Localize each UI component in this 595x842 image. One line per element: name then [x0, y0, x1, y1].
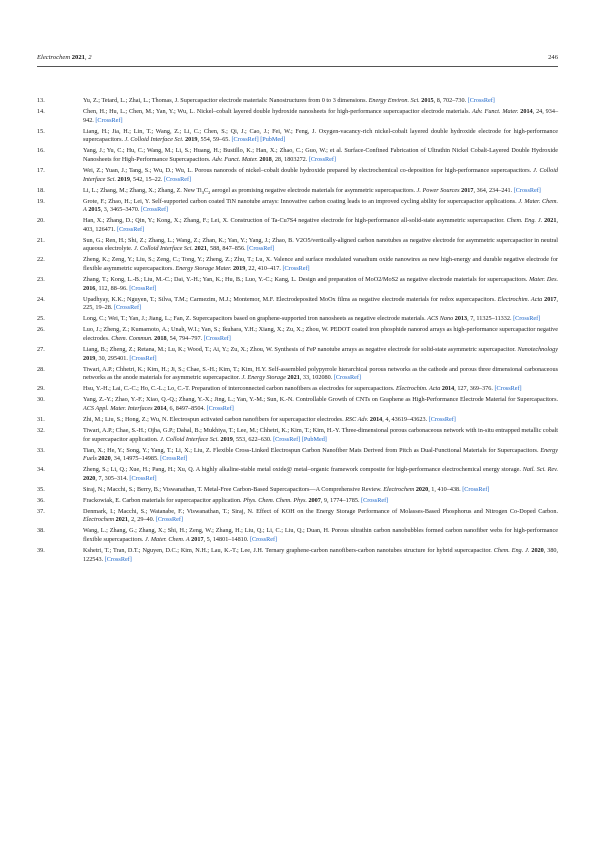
reference-authors: Liang, H.; Jia, H.; Lin, T.; Wang, Z.; Li, C.; Chen, S.; Qi, J.; Cao, J.; Fei, W.; Feng, J.	[83, 127, 316, 135]
reference-title: New $Ti_3C_2$ aerogel as promising negative electrode materials for asymmetric supercapacitors.	[183, 186, 416, 195]
reference-journal: J. Colloid Interface Sci.	[124, 136, 184, 144]
crossref-link[interactable]: [CrossRef]	[361, 496, 389, 504]
reference-year: 2020	[98, 455, 111, 463]
reference-volume: 24	[536, 108, 543, 116]
reference-volume: 2	[131, 516, 135, 524]
reference-text: Li, L.; Zhang, M.; Zhang, X.; Zhang, Z. New $Ti_3C_2$ aerogel as promising negative electrode materials for asymmetric supercapacitors. J. Power Sources 2017, 364, 234–241. [CrossRef]	[83, 186, 541, 195]
reference-authors: Luo, J.; Zheng, Z.; Kumamoto, A.; Unah, W.I.; Yan, S.; Ikuhara, Y.H.; Xiang, X.; Zu, X.; Zhou, W.	[83, 326, 329, 334]
reference-item	[37, 187, 558, 196]
reference-year: 2021	[287, 374, 300, 382]
crossref-link[interactable]: [CrossRef]	[231, 136, 259, 144]
reference-pages: 3465–3470.	[109, 206, 140, 214]
crossref-link[interactable]: [CrossRef]	[494, 385, 522, 393]
reference-number: 33.	[37, 446, 45, 454]
reference-text: Luo, J.; Zheng, Z.; Kumamoto, A.; Unah, W.I.; Yan, S.; Ikuhara, Y.H.; Xiang, X.; Zu, X.; Zhou, W. PEDOT coated iron phosphide nanorod arrays as high-performance supercapacitor negative electrodes. Chem. Commun. 2018, 54, 794–797. [CrossRef]	[83, 326, 559, 342]
reference-journal: J. Colloid Interface Sci.	[83, 166, 559, 183]
reference-number: 35.	[37, 485, 45, 493]
reference-volume: 9	[323, 496, 328, 504]
crossref-link[interactable]: [CrossRef]	[462, 485, 490, 493]
reference-number: 30.	[37, 396, 45, 404]
reference-pages: 102080.	[312, 374, 333, 382]
crossref-link[interactable]: [CrossRef]	[513, 315, 541, 323]
reference-pages: 410–417.	[257, 265, 281, 273]
reference-year: 2014	[369, 415, 383, 423]
reference-text: Grote, F.; Zhao, H.; Lei, Y. Self-supported carbon coated TiN nanotube arrays: Innovative carbon coating leads to an improved cycling ability for supercapacitor applications. J. Mater. Chem. A 2015, 3, 3465–3470. [CrossRef]	[83, 197, 559, 214]
pubmed-link[interactable]: [PubMed]	[301, 435, 327, 443]
reference-journal: Adv. Funct. Mater.	[212, 155, 258, 163]
reference-number: 23.	[37, 276, 45, 284]
reference-title: Oxygen-vacancy-rich nickel-cobalt layered double hydroxide electrode for high-performance supercapacitors.	[83, 127, 558, 144]
reference-text: Zheng, S.; Li, Q.; Xue, H.; Pang, H.; Xu, Q. A highly alkaline-stable metal oxide@ metal–organic framework composite for high-performance electrochemical energy storage. Natl. Sci. Rev. 2020, 7, 305–314. [CrossRef]	[83, 466, 558, 482]
reference-number: 29.	[37, 385, 45, 393]
reference-journal: J. Energy Storage	[241, 374, 286, 382]
reference-number: 15.	[37, 127, 45, 135]
reference-text: Upadhyay, K.K.; Nguyen, T.; Silva, T.M.; Carmezim, M.J.; Montemor, M.F. Electrodeposited MoOx films as negative electrode materials for redox supercapacitors. Electrochim. Acta 2017, 225, 19–28. [CrossRef]	[83, 295, 559, 312]
reference-text: Yang, Z.-Y.; Zhao, Y.-F.; Xiao, Q.-Q.; Zhang, Y.-X.; Jing, L.; Yan, Y.-M.; Sun, K.-N. Controllable Growth of CNTs on Graphene as High-Performance Electrode Material for Supercapacitors. ACS Appl. Mater. Interfaces 2014, 6, 8497–8504. [CrossRef]	[83, 396, 559, 412]
crossref-link[interactable]: [CrossRef]	[129, 474, 157, 482]
reference-pages: 29–40.	[137, 516, 155, 524]
reference-title: Synthesis of FeP nanotube arrays as negative electrode for solid-state asymmetric supercapacitor.	[274, 345, 516, 353]
reference-year: 2020	[83, 474, 96, 482]
reference-title: V2O5/vertically-aligned carbon nanotubes as negative electrode for asymmetric supercapacitor in neutral aqueous electrolyte.	[83, 236, 558, 253]
reference-year: 2019	[185, 136, 198, 144]
reference-title: Porous ultrathin carbon nanobubbles formed carbon nanofiber webs for high-performance flexible supercapacitors.	[83, 527, 558, 544]
reference-number: 36.	[37, 496, 45, 504]
reference-title: A highly alkaline-stable metal oxide@ metal–organic framework composite for high-performance electrochemical energy storage.	[195, 466, 521, 474]
reference-journal: Mater. Des.	[529, 276, 559, 284]
crossref-link[interactable]: [CrossRef]	[140, 206, 169, 214]
reference-volume: 34	[113, 455, 120, 463]
reference-journal: J. Power Sources	[416, 186, 460, 194]
reference-authors: Siraj, N.; Macchi, S.; Berry, B.; Viswanathan, T.	[83, 485, 203, 493]
reference-volume: 554	[200, 136, 210, 144]
reference-title: Nickel–cobalt layered double hydroxide nanosheets for high-performance supercapacitor electrode materials.	[196, 108, 471, 116]
reference-year: 2016	[83, 284, 96, 292]
reference-item	[37, 256, 558, 273]
reference-pages: 15–22.	[145, 175, 163, 183]
crossref-link[interactable]: [CrossRef]	[129, 284, 157, 292]
reference-title: Controllable Growth of CNTs on Graphene as High-Performance Electrode Material for Supercapacitors.	[295, 396, 559, 404]
reference-number: 14.	[37, 108, 45, 116]
reference-title: Self-supported carbon coated TiN nanotube arrays: Innovative carbon coating leads to an improved cycling ability for supercapacitor applications.	[151, 197, 517, 205]
reference-pages: 702–730.	[442, 97, 467, 104]
crossref-link[interactable]: [CrossRef]	[113, 304, 142, 312]
reference-journal: ACS Appl. Mater. Interfaces	[83, 404, 153, 412]
reference-year: 2014	[154, 404, 167, 412]
reference-text: Siraj, N.; Macchi, S.; Berry, B.; Viswanathan, T. Metal-Free Carbon-Based Supercapacitors—A Comprehensive Review. Electrochem 2020, 1, 410–438. [CrossRef]	[83, 485, 490, 493]
reference-text: Denmark, I.; Macchi, S.; Watanabe, F.; Viswanathan, T.; Siraj, N. Effect of KOH on the Energy Storage Performance of Molasses-Based Phosphorus and Nitrogen Co-Doped Carbon. Electrochem 2021, 2, 29–40. [CrossRef]	[83, 507, 558, 524]
reference-pages: 19–28.	[95, 304, 113, 312]
reference-number: 32.	[37, 426, 45, 434]
reference-year: 2019	[117, 175, 130, 183]
reference-title: Porous nanorods of nickel–cobalt double hydroxide prepared by electrochemical co-deposition for high-performance supercapacitors.	[194, 166, 532, 174]
reference-item	[37, 466, 558, 483]
reference-title: Three-dimensional porous carbonaceous network with in-situ entrapped metallic cobalt for supercapacitor application.	[83, 426, 559, 443]
reference-item	[37, 416, 558, 425]
reference-year: 2020	[415, 485, 429, 493]
reference-pages: 88–96.	[110, 284, 128, 292]
reference-volume: 7	[98, 474, 102, 482]
reference-number: 31.	[37, 415, 45, 423]
reference-authors: Sun, G.; Ren, H.; Shi, Z.; Zhang, L.; Wang, Z.; Zhan, K.; Yan, Y.; Yang, J.; Zhao, B.	[83, 236, 294, 244]
reference-text: Yang, J.; Yu, C.; Hu, C.; Wang, M.; Li, S.; Huang, H.; Bustillo, K.; Han, X.; Zhao, C.; Guo, W.; et al. Surface-Confined Fabrication of Ultrathin Nickel Cobalt-Layered Double Hydroxide Nanosheets for High-Performance Supercapacitors. Adv. Funct. Mater. 2018, 28, 1803272. [CrossRef]	[83, 147, 559, 163]
reference-journal: J. Mater. Chem. A	[83, 197, 559, 214]
reference-year: 2021	[194, 245, 207, 253]
reference-title: Design and preparation of MoO2/MoS2 as negative electrode materials for supercapacitors.	[298, 276, 528, 284]
reference-authors: Liang, B.; Zheng, Z.; Retana, M.; Lu, K.; Wood, T.; Ai, Y.; Zu, X.; Zhou, W.	[83, 345, 273, 353]
reference-text: Zhi, M.; Liu, S.; Hong, Z.; Wu, N. Electrospun activated carbon nanofibers for supercapacitor electrodes. RSC Adv. 2014, 4, 43619–43623. [CrossRef]	[83, 415, 456, 423]
reference-volume: 22	[248, 265, 255, 273]
page-header	[37, 52, 558, 64]
crossref-link[interactable]: [CrossRef]	[95, 116, 123, 124]
reference-title: Carbon materials for supercapacitor application.	[122, 496, 242, 504]
pubmed-link[interactable]: [PubMed]	[260, 136, 286, 144]
reference-text: Wei, Z.; Yuan, J.; Tang, S.; Wu, D.; Wu, L. Porous nanorods of nickel–cobalt double hydroxide prepared by electrochemical co-deposition for high-performance supercapacitors. J. Colloid Interface Sci. 2019, 542, 15–22. [CrossRef]	[83, 166, 559, 183]
reference-authors: Grote, F.; Zhao, H.; Lei, Y.	[83, 197, 151, 205]
reference-pages: 126471.	[95, 225, 116, 233]
reference-item	[37, 326, 558, 343]
reference-volume: 28	[274, 155, 281, 163]
reference-item	[37, 315, 558, 324]
reference-title: Supercapacitor electrode materials: Nanostructures from 0 to 3 dimensions.	[180, 97, 368, 104]
reference-number: 21.	[37, 236, 45, 244]
reference-volume: 30	[98, 354, 105, 362]
reference-number: 24.	[37, 295, 45, 303]
reference-title: Electrospun activated carbon nanofibers for supercapacitor electrodes.	[169, 415, 344, 423]
reference-volume: 3	[103, 206, 107, 214]
crossref-link[interactable]: [CrossRef]	[249, 536, 278, 544]
reference-pages: 794–797.	[178, 334, 203, 342]
crossref-link[interactable]: [CrossRef]	[163, 175, 192, 183]
reference-text: Hsu, Y.-H.; Lai, C.-C.; Ho, C.-L.; Lo, C.-T. Preparation of interconnected carbon nanofibers as electrodes for supercapacitors. Electrochim. Acta 2014, 127, 369–376. [CrossRef]	[83, 385, 522, 393]
reference-journal: ACS Nano	[427, 315, 454, 323]
reference-pages: 14975–14985.	[123, 455, 159, 463]
reference-authors: Yang, Z.-Y.; Zhao, Y.-F.; Xiao, Q.-Q.; Zhang, Y.-X.; Jing, L.; Yan, Y.-M.; Sun, K.-N.	[83, 396, 294, 404]
journal-name: Electrochem	[37, 54, 71, 61]
reference-pages: 8497–8504.	[175, 404, 206, 412]
crossref-link[interactable]: [CrossRef]	[273, 435, 301, 443]
reference-title: Effect of KOH on the Energy Storage Performance of Molasses-Based Phosphorus and Nitrogen Co-Doped Carbon.	[256, 507, 558, 515]
reference-pages: 410–438.	[437, 485, 461, 493]
reference-authors: Denmark, I.; Macchi, S.; Watanabe, F.; Viswanathan, T.; Siraj, N.	[83, 507, 254, 515]
reference-volume: 7	[470, 315, 474, 323]
reference-text: Zhang, T.; Kong, L.-B.; Liu, M.-C.; Dai, Y.-H.; Yan, K.; Hu, B.; Luo, Y.-C.; Kang, L. Design and preparation of MoO2/MoS2 as negative electrode materials for supercapacitors. Mater. Des. 2016, 112, 88–96. [CrossRef]	[83, 276, 559, 292]
reference-text: Tiwari, A.P.; Chae, S.-H.; Ojha, G.P.; Dahal, B.; Mukhiya, T.; Lee, M.; Chhetri, K.; Kim, T.; Kim, H.-Y. Three-dimensional porous carbonaceous network with in-situ entrapped metallic cobalt for supercapacitor application. J. Colloid Interface Sci. 2019, 553, 622–630. [CrossRef] [PubMed]	[83, 426, 559, 443]
reference-number: 26.	[37, 326, 45, 334]
reference-journal: Nanotechnology	[517, 345, 559, 353]
reference-authors: Li, L.; Zhang, M.; Zhang, X.; Zhang, Z.	[83, 186, 182, 194]
reference-pages: 122543.	[83, 555, 104, 563]
reference-title: PEDOT coated iron phosphide nanorod arrays as high-performance supercapacitor negative electrodes.	[83, 326, 559, 342]
reference-text: Sun, G.; Ren, H.; Shi, Z.; Zhang, L.; Wang, Z.; Zhan, K.; Yan, Y.; Yang, J.; Zhao, B. V2O5/vertically-aligned carbon nanotubes as negative electrode for asymmetric supercapacitor in neutral aqueous electrolyte. J. Colloid Interface Sci. 2021, 588, 847–856. [CrossRef]	[83, 236, 558, 253]
reference-year: 2014	[441, 385, 455, 393]
reference-year: 2018	[154, 334, 167, 342]
crossref-link[interactable]: [CrossRef]	[428, 415, 456, 423]
reference-authors: Zheng, K.; Zeng, Y.; Liu, S.; Zeng, C.; Tong, Y.; Zheng, Z.; Zhu, T.; Lu, X.	[83, 256, 272, 264]
reference-number: 19.	[37, 197, 45, 205]
reference-pages: 1774–1785.	[330, 496, 360, 504]
reference-item	[37, 217, 558, 234]
reference-pages: 934–942.	[83, 108, 559, 124]
reference-item	[37, 97, 558, 106]
reference-year: 2015	[88, 206, 101, 214]
reference-title: Valence and surface modulated vanadium oxide nanowires as new high-energy and durable negative electrode for flexible asymmetric supercapacitors.	[83, 256, 558, 273]
reference-volume: 4	[385, 415, 389, 423]
reference-volume: 588	[210, 245, 220, 253]
reference-volume: 380	[547, 547, 557, 555]
reference-journal: J. Mater. Chem. A	[145, 536, 190, 544]
crossref-link[interactable]: [CrossRef]	[104, 555, 132, 563]
reference-number: 22.	[37, 256, 45, 264]
reference-volume: 6	[169, 404, 173, 412]
reference-authors: Wei, Z.; Yuan, J.; Tang, S.; Wu, D.; Wu, L.	[83, 166, 193, 174]
reference-volume: 553	[235, 435, 246, 443]
reference-item	[37, 346, 558, 363]
reference-journal: Chem. Eng. J.	[493, 547, 530, 555]
reference-item	[37, 447, 558, 464]
crossref-link[interactable]: [CrossRef]	[203, 334, 231, 342]
crossref-link[interactable]: [CrossRef]	[467, 97, 495, 104]
reference-item	[37, 198, 558, 215]
reference-authors: Yu, Z.; Tetard, L.; Zhai, L.; Thomas, J.	[83, 97, 179, 104]
reference-journal: Natl. Sci. Rev.	[522, 466, 558, 474]
reference-authors: Hsu, Y.-H.; Lai, C.-C.; Ho, C.-L.; Lo, C.-T.	[83, 385, 190, 393]
crossref-link[interactable]: [CrossRef]	[155, 516, 183, 524]
reference-number: 39.	[37, 547, 45, 555]
reference-volume: 5	[206, 536, 210, 544]
reference-volume: 542	[133, 175, 143, 183]
reference-pages: 43619–43623.	[391, 415, 428, 423]
reference-year: 2017	[544, 295, 557, 303]
reference-year: 2021	[544, 217, 557, 225]
reference-pages: 305–314.	[104, 474, 128, 482]
reference-journal: Electrochem	[383, 485, 415, 493]
reference-title: Construction of Ta-Cu7S4 negative electrode for high-performance all-solid-state asymmetric supercapacitor.	[230, 217, 505, 225]
reference-year: 2014	[520, 108, 533, 116]
reference-title: Ternary graphene-carbon nanofibers-carbon nanotubes structure for hybrid supercapacitor.	[265, 547, 492, 555]
reference-year: 2019	[220, 435, 233, 443]
reference-journal: Chem. Commun.	[111, 334, 153, 342]
reference-authors: Chen, H.; Hu, L.; Chen, M.; Yan, Y.; Wu, L.	[83, 108, 195, 116]
reference-journal: Phys. Chem. Chem. Phys.	[243, 496, 307, 504]
reference-authors: Tiwari, A.P.; Chhetri, K.; Kim, H.; Ji, S.; Chae, S.-H.; Kim, T.; Kim, H.Y.	[83, 365, 267, 373]
journal-year: 2021	[71, 54, 85, 61]
journal-volume: 2	[88, 54, 92, 61]
reference-item	[37, 508, 558, 525]
reference-list	[37, 97, 558, 567]
reference-pages: 847–856.	[222, 245, 246, 253]
reference-item	[37, 128, 558, 145]
reference-volume: 112	[98, 284, 108, 292]
reference-year: 2015	[421, 97, 434, 104]
reference-text: Liang, H.; Jia, H.; Lin, T.; Wang, Z.; Li, C.; Chen, S.; Qi, J.; Cao, J.; Fei, W.; Feng, J. Oxygen-vacancy-rich nickel-cobalt layered double hydroxide electrode for high-performance supercapacitors. J. Colloid Interface Sci. 2019, 554, 59–65. [CrossRef] [PubMed]	[83, 127, 558, 144]
reference-authors: Tian, X.; He, Y.; Song, Y.; Yang, T.; Li, X.; Liu, Z.	[83, 446, 212, 454]
reference-year: 2019	[83, 354, 96, 362]
reference-item	[37, 385, 558, 394]
reference-item	[37, 396, 558, 413]
reference-text: Tiwari, A.P.; Chhetri, K.; Kim, H.; Ji, S.; Chae, S.-H.; Kim, T.; Kim, H.Y. Self-assembled polypyrrole hierarchical porous networks as the cathode and porous three dimensional carbonaceous networks as the anode materials for asymmetric supercapacitor. J. Energy Storage 2021, 33, 102080. [CrossRef]	[83, 365, 559, 382]
reference-journal: J. Colloid Interface Sci.	[159, 435, 219, 443]
reference-volume: 127	[457, 385, 467, 393]
reference-item	[37, 527, 558, 544]
running-head: Electrochem 2021, 2	[37, 54, 92, 61]
reference-text: Frackowiak, E. Carbon materials for supercapacitor application. Phys. Chem. Chem. Phys. 2007, 9, 1774–1785. [CrossRef]	[83, 496, 389, 504]
reference-text: Chen, H.; Hu, L.; Chen, M.; Yan, Y.; Wu, L. Nickel–cobalt layered double hydroxide nanosheets for high-performance supercapacitor electrode materials. Adv. Funct. Mater. 2014, 24, 934–942. [CrossRef]	[83, 108, 559, 124]
reference-volume: 364	[476, 186, 486, 194]
crossref-link[interactable]: [CrossRef]	[282, 265, 310, 273]
reference-authors: Han, X.; Zhang, D.; Qin, Y.; Kong, X.; Zhang, F.; Lei, X.	[83, 217, 229, 225]
reference-pages: 59–65.	[212, 136, 230, 144]
reference-year: 2017	[461, 186, 474, 194]
crossref-link[interactable]: [CrossRef]	[129, 354, 157, 362]
reference-title: Flexible Cross-Linked Electrospun Carbon Nanofiber Mats Derived from Pitch as Dual-Functional Materials for Supercapacitors.	[213, 446, 539, 454]
reference-journal: Chem. Eng. J.	[506, 217, 543, 225]
reference-title: Electrodeposited MoOx films as negative electrode materials for redox supercapacitors.	[276, 295, 496, 303]
reference-number: 17.	[37, 166, 45, 174]
reference-journal: Electrochim. Acta	[395, 385, 441, 393]
reference-volume: 54	[169, 334, 176, 342]
crossref-link[interactable]: [CrossRef]	[247, 245, 275, 253]
reference-item	[37, 547, 558, 564]
reference-volume: 403	[83, 225, 93, 233]
reference-authors: Tiwari, A.P.; Chae, S.-H.; Ojha, G.P.; Dahal, B.; Mukhiya, T.; Lee, M.; Chhetri, K.; Kim, T.; Kim, H.-Y.	[83, 426, 341, 434]
reference-pages: 295401.	[107, 354, 128, 362]
reference-year: 2020	[531, 547, 544, 555]
reference-authors: Zheng, S.; Li, Q.; Xue, H.; Pang, H.; Xu, Q.	[83, 466, 195, 474]
reference-item	[37, 296, 558, 313]
reference-number: 38.	[37, 527, 45, 535]
reference-journal: Energy Environ. Sci.	[368, 97, 420, 104]
reference-authors: Yang, J.; Yu, C.; Hu, C.; Wang, M.; Li, S.; Huang, H.; Bustillo, K.; Han, X.; Zhao, C.; Guo, W.; et al.	[83, 147, 343, 155]
reference-journal: Electrochim. Acta	[497, 295, 543, 303]
reference-item	[37, 108, 558, 125]
crossref-link[interactable]: [CrossRef]	[308, 155, 336, 163]
reference-item	[37, 237, 558, 254]
reference-journal: Adv. Funct. Mater.	[471, 108, 519, 116]
reference-text: Long, C.; Wei, T.; Yan, J.; Jiang, L.; Fan, Z. Supercapacitors based on graphene-supported iron nanosheets as negative electrode materials. ACS Nano 2013, 7, 11325–11332. [CrossRef]	[83, 315, 541, 323]
reference-year: 2018	[259, 155, 272, 163]
reference-title: Surface-Confined Fabrication of Ultrathin Nickel Cobalt-Layered Double Hydroxide Nanosheets for High-Performance Supercapacitors.	[83, 147, 559, 163]
reference-number: 28.	[37, 365, 45, 373]
reference-text: Kshetri, T.; Tran, D.T.; Nguyen, D.C.; Kim, N.H.; Lau, K.-T.; Lee, J.H. Ternary graphene-carbon nanofibers-carbon nanotubes structure for hybrid supercapacitor. Chem. Eng. J. 2020, 380, 122543. [CrossRef]	[83, 547, 559, 563]
reference-item	[37, 167, 558, 184]
page-number: 246	[548, 54, 558, 61]
reference-pages: 1803272.	[284, 155, 308, 163]
reference-journal: J. Colloid Interface Sci.	[134, 245, 193, 253]
header-divider	[37, 66, 558, 67]
reference-text: Liang, B.; Zheng, Z.; Retana, M.; Lu, K.; Wood, T.; Ai, Y.; Zu, X.; Zhou, W. Synthesis of FeP nanotube arrays as negative electrode for solid-state asymmetric supercapacitor. Nanotechnology 2019, 30, 295401. [CrossRef]	[83, 345, 559, 362]
reference-authors: Long, C.; Wei, T.; Yan, J.; Jiang, L.; Fan, Z.	[83, 315, 192, 323]
reference-volume: 8	[436, 97, 440, 104]
reference-year: 2017	[191, 536, 204, 544]
reference-journal: Electrochem	[83, 516, 115, 524]
reference-volume: 33	[302, 374, 310, 382]
reference-text: Yu, Z.; Tetard, L.; Zhai, L.; Thomas, J. Supercapacitor electrode materials: Nanostructures from 0 to 3 dimensions. Energy Environ. Sci. 2015, 8, 702–730. [CrossRef]	[83, 97, 495, 104]
reference-pages: 234–241.	[488, 186, 513, 194]
reference-text: Han, X.; Zhang, D.; Qin, Y.; Kong, X.; Zhang, F.; Lei, X. Construction of Ta-Cu7S4 negative electrode for high-performance all-solid-state asymmetric supercapacitor. Chem. Eng. J. 2021, 403, 126471. [CrossRef]	[83, 217, 558, 233]
reference-journal: Energy Fuels	[83, 446, 559, 463]
reference-year: 2013	[454, 315, 468, 323]
reference-title: Preparation of interconnected carbon nanofibers as electrodes for supercapacitors.	[191, 385, 395, 393]
reference-text: Wang, L.; Zhang, G.; Zhang, X.; Shi, H.; Zeng, W.; Zhang, H.; Liu, Q.; Li, C.; Liu, Q.; Duan, H. Porous ultrathin carbon nanobubbles formed carbon nanofiber webs for high-performance flexible supercapacitors. J. Mater. Chem. A 2017, 5, 14801–14810. [CrossRef]	[83, 527, 558, 544]
reference-pages: 622–630.	[248, 435, 272, 443]
reference-volume: 1	[431, 485, 435, 493]
reference-item	[37, 427, 558, 444]
reference-year: 2007	[308, 496, 321, 504]
crossref-link[interactable]: [CrossRef]	[513, 186, 541, 194]
reference-title: Metal-Free Carbon-Based Supercapacitors—A Comprehensive Review.	[203, 485, 382, 493]
reference-volume: 225	[83, 304, 93, 312]
reference-year: 2021	[115, 516, 128, 524]
reference-number: 13.	[37, 97, 45, 104]
reference-text: Zheng, K.; Zeng, Y.; Liu, S.; Zeng, C.; Tong, Y.; Zheng, Z.; Zhu, T.; Lu, X. Valence and surface modulated vanadium oxide nanowires as new high-energy and durable negative electrode for flexible asymmetric supercapacitors. Energy Storage Mater. 2019, 22, 410–417. [CrossRef]	[83, 256, 558, 273]
reference-authors: Frackowiak, E.	[83, 496, 121, 504]
reference-title: Self-assembled polypyrrole hierarchical porous networks as the cathode and porous three dimensional carbonaceous networks as the anode materials for asymmetric supercapacitor.	[83, 365, 559, 382]
reference-authors: Upadhyay, K.K.; Nguyen, T.; Silva, T.M.; Carmezim, M.J.; Montemor, M.F.	[83, 295, 275, 303]
reference-number: 25.	[37, 315, 45, 323]
reference-year: 2019	[232, 265, 246, 273]
reference-number: 18.	[37, 186, 45, 194]
crossref-link[interactable]: [CrossRef]	[206, 404, 234, 412]
reference-pages: 369–376.	[469, 385, 493, 393]
crossref-link[interactable]: [CrossRef]	[117, 225, 145, 233]
crossref-link[interactable]: [CrossRef]	[333, 374, 361, 382]
reference-authors: Zhang, T.; Kong, L.-B.; Liu, M.-C.; Dai, Y.-H.; Yan, K.; Hu, B.; Luo, Y.-C.; Kang, L.	[83, 276, 297, 284]
reference-authors: Kshetri, T.; Tran, D.T.; Nguyen, D.C.; Kim, N.H.; Lau, K.-T.; Lee, J.H.	[83, 547, 264, 555]
reference-item	[37, 497, 558, 506]
reference-authors: Zhi, M.; Liu, S.; Hong, Z.; Wu, N.	[83, 415, 169, 423]
reference-item	[37, 147, 558, 164]
reference-title: Supercapacitors based on graphene-supported iron nanosheets as negative electrode materials.	[192, 315, 426, 323]
reference-number: 16.	[37, 147, 45, 155]
reference-text: Tian, X.; He, Y.; Song, Y.; Yang, T.; Li, X.; Liu, Z. Flexible Cross-Linked Electrospun Carbon Nanofiber Mats Derived from Pitch as Dual-Functional Materials for Supercapacitors. Energy Fuels 2020, 34, 14975–14985. [CrossRef]	[83, 446, 559, 463]
reference-number: 37.	[37, 507, 45, 515]
reference-number: 20.	[37, 217, 45, 225]
reference-journal: Energy Storage Mater.	[175, 265, 232, 273]
reference-item	[37, 276, 558, 293]
reference-number: 27.	[37, 345, 45, 353]
reference-number: 34.	[37, 466, 45, 474]
reference-journal: RSC Adv.	[345, 415, 369, 423]
reference-pages: 14801–14810.	[212, 536, 249, 544]
crossref-link[interactable]: [CrossRef]	[160, 455, 188, 463]
reference-item	[37, 486, 558, 495]
reference-authors: Wang, L.; Zhang, G.; Zhang, X.; Shi, H.; Zeng, W.; Zhang, H.; Liu, Q.; Li, C.; Liu, Q.; Duan, H.	[83, 527, 330, 535]
reference-pages: 11325–11332.	[476, 315, 512, 323]
reference-item	[37, 366, 558, 383]
